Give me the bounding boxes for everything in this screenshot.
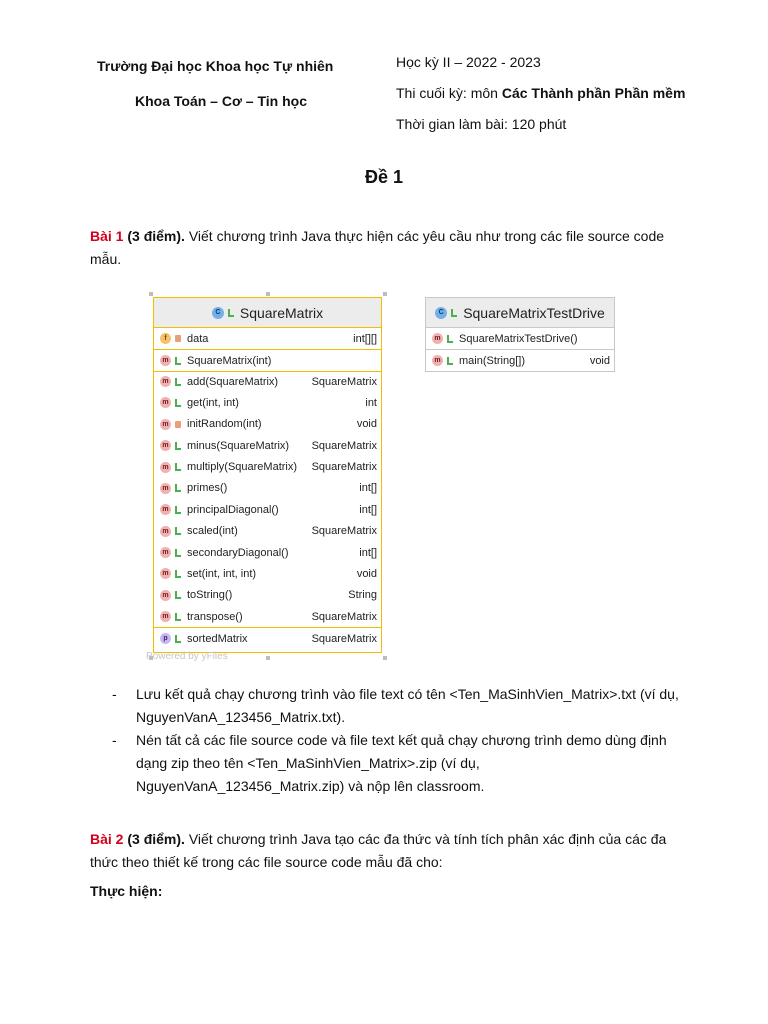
watermark: Powered by yFiles bbox=[146, 651, 228, 662]
member-name: primes() bbox=[187, 482, 228, 495]
public-icon bbox=[175, 527, 181, 535]
bai1-label: Bài 1 bbox=[90, 228, 124, 244]
class-header bbox=[154, 298, 381, 328]
member-type: SquareMatrix bbox=[311, 610, 377, 623]
method-icon: m bbox=[160, 462, 171, 473]
member-row[interactable] bbox=[154, 499, 381, 520]
member-type: SquareMatrix bbox=[311, 461, 377, 474]
public-icon bbox=[175, 442, 181, 450]
member-name: secondaryDiagonal() bbox=[187, 546, 289, 559]
member-name: minus(SquareMatrix) bbox=[187, 439, 290, 452]
bai2-points: (3 điểm). bbox=[123, 831, 185, 847]
member-row[interactable] bbox=[426, 349, 614, 370]
method-icon: m bbox=[432, 333, 443, 344]
method-icon: m bbox=[432, 355, 443, 366]
bullet-list bbox=[112, 683, 692, 798]
member-type: void bbox=[589, 354, 610, 367]
class-icon: C bbox=[435, 307, 447, 319]
bullet-dash: - bbox=[112, 732, 117, 748]
member-type: int[][] bbox=[353, 332, 377, 345]
member-name: multiply(SquareMatrix) bbox=[187, 461, 298, 474]
public-icon bbox=[175, 635, 181, 643]
member-row[interactable] bbox=[154, 392, 381, 413]
member-type: String bbox=[348, 589, 377, 602]
exam-subject: Các Thành phần Phần mềm bbox=[501, 85, 686, 101]
member-row[interactable] bbox=[154, 521, 381, 542]
bai2-text-line2: thức theo thiết kế trong các file source code mẫu đã cho: bbox=[90, 854, 443, 870]
member-name: transpose() bbox=[187, 610, 243, 623]
member-type: void bbox=[356, 567, 377, 580]
member-type: int bbox=[365, 396, 377, 409]
bai2-text-line1: Viết chương trình Java tạo các đa thức và tính tích phân xác định của các đa bbox=[184, 831, 667, 847]
method-icon: m bbox=[160, 547, 171, 558]
bai1-paragraph bbox=[90, 225, 690, 271]
bullet-line: Lưu kết quả chạy chương trình vào file text có tên <Ten_MaSinhVien_Matrix>.txt (ví dụ, bbox=[136, 686, 679, 702]
public-icon bbox=[175, 549, 181, 557]
method-icon: m bbox=[160, 504, 171, 515]
method-icon: m bbox=[160, 568, 171, 579]
bai1-text-line2: mẫu. bbox=[90, 251, 122, 267]
class-name: SquareMatrixTestDrive bbox=[463, 304, 605, 321]
bullet-line: dạng zip theo tên <Ten_MaSinhVien_Matrix>.zip (ví dụ, bbox=[136, 755, 480, 771]
public-icon bbox=[175, 484, 181, 492]
public-icon bbox=[175, 378, 181, 386]
field-icon: f bbox=[160, 333, 171, 344]
member-type: SquareMatrix bbox=[311, 439, 377, 452]
method-icon: m bbox=[160, 611, 171, 622]
member-type: int[] bbox=[359, 503, 377, 516]
method-icon: m bbox=[160, 526, 171, 537]
member-name: add(SquareMatrix) bbox=[187, 375, 279, 388]
class-icon: C bbox=[212, 307, 224, 319]
public-icon bbox=[175, 591, 181, 599]
university-name: Trường Đại học Khoa học Tự nhiên bbox=[97, 58, 334, 74]
member-row[interactable] bbox=[154, 328, 381, 349]
member-name: data bbox=[187, 332, 209, 345]
square-matrix-class[interactable] bbox=[153, 297, 382, 653]
member-type: SquareMatrix bbox=[311, 375, 377, 388]
member-name: principalDiagonal() bbox=[187, 503, 279, 516]
bai1-text-line1: Viết chương trình Java thực hiện các yêu cầu như trong các file source code bbox=[184, 228, 665, 244]
faculty-name: Khoa Toán – Cơ – Tin học bbox=[135, 93, 308, 109]
public-icon bbox=[175, 506, 181, 514]
selection-handle bbox=[383, 656, 387, 660]
method-icon: m bbox=[160, 590, 171, 601]
member-name: initRandom(int) bbox=[187, 418, 262, 431]
public-icon bbox=[451, 309, 457, 317]
public-icon bbox=[175, 463, 181, 471]
member-type: void bbox=[356, 418, 377, 431]
member-row[interactable] bbox=[154, 606, 381, 627]
method-icon: m bbox=[160, 355, 171, 366]
exam-prefix: Thi cuối kỳ: môn bbox=[396, 85, 502, 101]
selection-handle bbox=[149, 292, 153, 296]
thuc-hien-label: Thực hiện: bbox=[90, 883, 163, 899]
member-type: SquareMatrix bbox=[311, 525, 377, 538]
method-icon: m bbox=[160, 376, 171, 387]
member-type: SquareMatrix bbox=[311, 632, 377, 645]
member-type: int[] bbox=[359, 546, 377, 559]
exam-title: Đề 1 bbox=[365, 167, 404, 187]
square-matrix-test-drive-class[interactable] bbox=[425, 297, 615, 372]
public-icon bbox=[447, 335, 453, 343]
bullet-line: NguyenVanA_123456_Matrix.zip) và nộp lên classroom. bbox=[136, 778, 485, 794]
public-icon bbox=[175, 399, 181, 407]
bai2-paragraph bbox=[90, 828, 690, 874]
member-name: main(String[]) bbox=[459, 354, 526, 367]
bullet-line: Nén tất cả các file source code và file text kết quả chạy chương trình demo dùng định bbox=[136, 732, 667, 748]
public-icon bbox=[175, 613, 181, 621]
member-name: toString() bbox=[187, 589, 233, 602]
member-row[interactable] bbox=[154, 435, 381, 456]
method-icon: m bbox=[160, 397, 171, 408]
bai2-label: Bài 2 bbox=[90, 831, 124, 847]
member-type: int[] bbox=[359, 482, 377, 495]
member-name: SquareMatrixTestDrive() bbox=[459, 332, 578, 345]
private-icon bbox=[175, 421, 181, 428]
method-icon: m bbox=[160, 419, 171, 430]
member-list bbox=[154, 328, 381, 649]
property-icon: p bbox=[160, 633, 171, 644]
bai1-points: (3 điểm). bbox=[123, 228, 185, 244]
member-name: sortedMatrix bbox=[187, 632, 248, 645]
public-icon bbox=[175, 357, 181, 365]
member-row[interactable] bbox=[154, 371, 381, 392]
selection-handle bbox=[266, 656, 270, 660]
member-name: get(int, int) bbox=[187, 396, 239, 409]
exam-subject-line bbox=[396, 85, 685, 101]
method-icon: m bbox=[160, 483, 171, 494]
member-row[interactable] bbox=[154, 414, 381, 435]
bullet-dash: - bbox=[112, 686, 117, 702]
bullet-line: NguyenVanA_123456_Matrix.txt). bbox=[136, 709, 346, 725]
member-row[interactable] bbox=[154, 456, 381, 477]
member-name: SquareMatrix(int) bbox=[187, 354, 272, 367]
member-row[interactable] bbox=[154, 478, 381, 499]
member-row[interactable] bbox=[154, 542, 381, 563]
member-row[interactable] bbox=[154, 563, 381, 584]
member-row[interactable] bbox=[426, 328, 614, 349]
public-icon bbox=[228, 309, 234, 317]
public-icon bbox=[175, 570, 181, 578]
bullet-item bbox=[112, 683, 692, 729]
public-icon bbox=[447, 357, 453, 365]
member-list bbox=[426, 328, 614, 371]
class-name: SquareMatrix bbox=[239, 304, 324, 321]
selection-handle bbox=[383, 292, 387, 296]
class-header bbox=[426, 298, 614, 328]
member-name: set(int, int, int) bbox=[187, 567, 257, 580]
private-icon bbox=[175, 335, 181, 342]
member-row[interactable] bbox=[154, 627, 381, 648]
method-icon: m bbox=[160, 440, 171, 451]
member-name: scaled(int) bbox=[187, 525, 238, 538]
member-row[interactable] bbox=[154, 349, 381, 370]
exam-duration: Thời gian làm bài: 120 phút bbox=[396, 116, 567, 132]
bullet-item bbox=[112, 729, 692, 798]
semester: Học kỳ II – 2022 - 2023 bbox=[396, 54, 541, 70]
member-row[interactable] bbox=[154, 585, 381, 606]
selection-handle bbox=[266, 292, 270, 296]
